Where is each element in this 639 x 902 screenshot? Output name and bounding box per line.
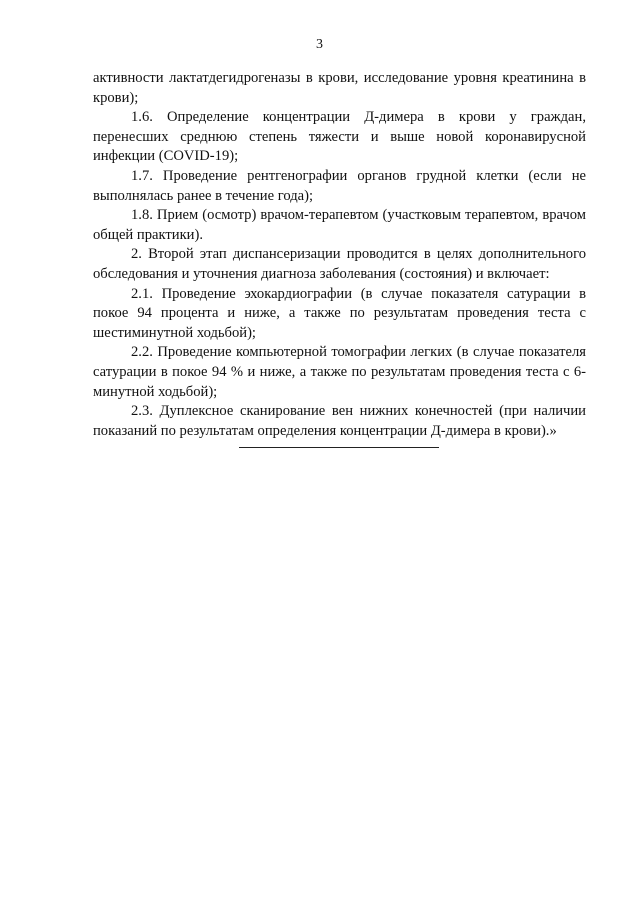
paragraph-item-2: 2. Второй этап диспансеризации проводится в целях дополнительного обследования и уточнения диагноза заболевания (состояния) и включает: xyxy=(93,246,586,282)
paragraph-item-2-3: 2.3. Дуплексное сканирование вен нижних конечностей (при наличии показаний по результатам определения концентрации Д-димера в крови).» xyxy=(93,403,586,439)
paragraph-item-1-6: 1.6. Определение концентрации Д-димера в крови у граждан, перенесших среднюю степень тяжести и выше новой коронавирусной инфекции (COVID-19); xyxy=(93,109,586,165)
paragraph-item-1-8: 1.8. Прием (осмотр) врачом-терапевтом (участковым терапевтом, врачом общей практики). xyxy=(93,207,586,243)
paragraph-item-2-1: 2.1. Проведение эхокардиографии (в случае показателя сатурации в покое 94 процента и ниже, а также по результатам проведения теста с шестиминутной ходьбой); xyxy=(93,285,586,341)
paragraph-item-1-7: 1.7. Проведение рентгенографии органов грудной клетки (если не выполнялась ранее в течение года); xyxy=(93,167,586,204)
document-body xyxy=(93,69,586,441)
paragraph-item-2-2: 2.2. Проведение компьютерной томографии легких (в случае показателя сатурации в покое 94 % и ниже, а также по результатам проведения теста с 6-минутной ходьбой); xyxy=(93,344,586,400)
paragraph-continuation: активности лактатдегидрогеназы в крови, исследование уровня креатинина в крови); xyxy=(93,70,586,106)
page-number: 3 xyxy=(316,37,323,52)
closing-divider-line xyxy=(239,447,439,448)
